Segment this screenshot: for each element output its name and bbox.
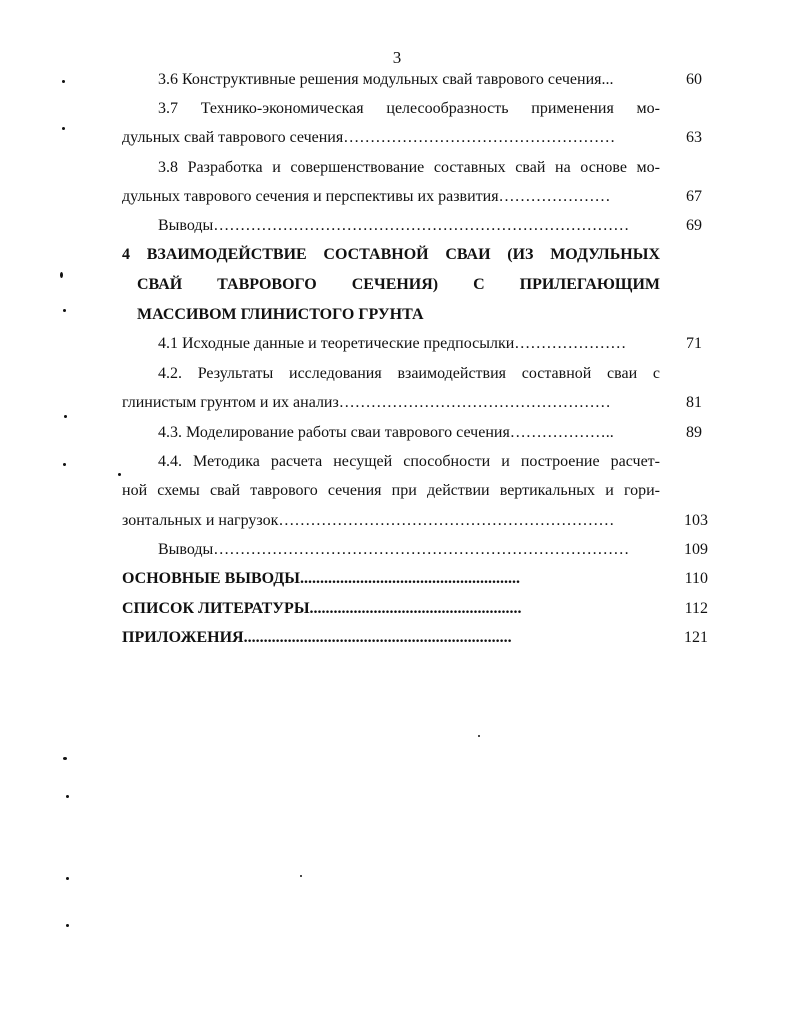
toc-entry-text: 4.2. Результаты исследования взаимодействия составной сваи с bbox=[158, 365, 660, 382]
toc-entry-page: 67 bbox=[686, 188, 702, 205]
toc-entry-text: ной схемы свай таврового сечения при действии вертикальных и гори- bbox=[122, 482, 660, 499]
toc-entry-page: 60 bbox=[686, 71, 702, 88]
toc-entry-text: ОСНОВНЫЕ ВЫВОДЫ....................................................... bbox=[122, 570, 521, 587]
speck bbox=[66, 795, 69, 798]
toc-entry-page: 110 bbox=[684, 570, 708, 587]
toc-entry-text: дульных свай таврового сечения…………………………………………… bbox=[122, 129, 616, 146]
toc-entry-text: зонтальных и нагрузок……………………………………………………… bbox=[122, 512, 615, 529]
toc-entry-text: 4.4. Методика расчета несущей способности и построение расчет- bbox=[158, 453, 660, 470]
chapter-title: МАССИВОМ ГЛИНИСТОГО ГРУНТА bbox=[137, 306, 424, 323]
toc-entry-text: 4.1 Исходные данные и теоретические предпосылки………………… bbox=[158, 335, 627, 352]
page-number: 3 bbox=[392, 48, 402, 67]
toc-entry-page: 103 bbox=[684, 512, 708, 529]
speck bbox=[63, 309, 66, 312]
toc-entry-page: 81 bbox=[686, 394, 702, 411]
toc-entry-text: 4.3. Моделирование работы сваи таврового сечения……………….. bbox=[158, 424, 614, 441]
toc-entry-page: 112 bbox=[684, 600, 708, 617]
chapter-title: СВАЙ ТАВРОВОГО СЕЧЕНИЯ) С ПРИЛЕГАЮЩИМ bbox=[137, 276, 660, 293]
speck bbox=[66, 924, 69, 927]
speck bbox=[62, 127, 65, 130]
toc-entry-page: 71 bbox=[686, 335, 702, 352]
speck bbox=[64, 415, 67, 418]
speck bbox=[478, 735, 480, 737]
speck bbox=[63, 757, 67, 760]
toc-entry-text: Выводы…………………………………………………………………… bbox=[158, 541, 630, 558]
speck bbox=[66, 877, 69, 880]
speck bbox=[118, 473, 121, 476]
toc-entry-page: 109 bbox=[684, 541, 708, 558]
speck bbox=[62, 80, 65, 83]
toc-entry-text: Выводы…………………………………………………………………… bbox=[158, 217, 630, 234]
toc-entry-page: 121 bbox=[684, 629, 708, 646]
toc-entry-text: 3.8 Разработка и совершенствование составных свай на основе мо- bbox=[158, 159, 660, 176]
speck bbox=[60, 272, 63, 278]
toc-entry-page: 89 bbox=[686, 424, 702, 441]
toc-entry-text: ПРИЛОЖЕНИЯ................................................................... bbox=[122, 629, 512, 646]
toc-entry-text: глинистым грунтом и их анализ…………………………………………… bbox=[122, 394, 611, 411]
speck bbox=[63, 463, 66, 466]
toc-entry-page: 63 bbox=[686, 129, 702, 146]
toc-entry-page: 69 bbox=[686, 217, 702, 234]
toc-entry-text: 3.6 Конструктивные решения модульных свай таврового сечения... bbox=[158, 71, 614, 88]
toc-entry-text: 3.7 Технико-экономическая целесообразность применения мо- bbox=[158, 100, 660, 117]
chapter-title: 4 ВЗАИМОДЕЙСТВИЕ СОСТАВНОЙ СВАИ (ИЗ МОДУЛЬНЫХ bbox=[122, 246, 660, 263]
toc-entry-text: дульных таврового сечения и перспективы их развития………………… bbox=[122, 188, 611, 205]
toc-entry-text: СПИСОК ЛИТЕРАТУРЫ..................................................... bbox=[122, 600, 522, 617]
speck bbox=[300, 875, 302, 877]
